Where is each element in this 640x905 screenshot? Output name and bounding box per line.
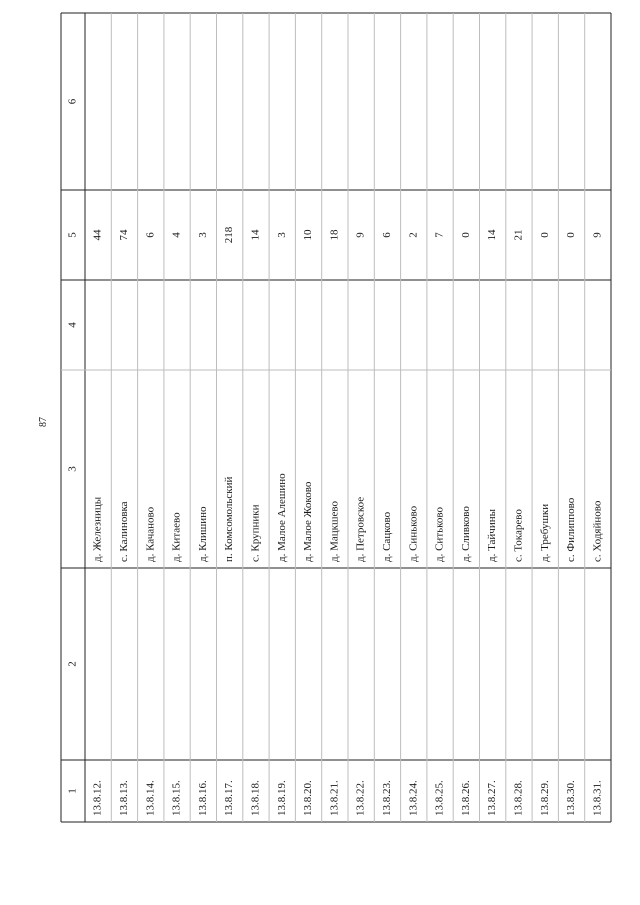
column-header-1: 1: [66, 788, 79, 794]
row-value: 21: [512, 229, 525, 241]
row-code: 13.8.27.: [486, 780, 499, 816]
row-code: 13.8.21.: [328, 780, 341, 816]
row-code: 13.8.26.: [459, 780, 472, 816]
row-name: д. Качаново: [144, 506, 157, 562]
row-code: 13.8.16.: [196, 780, 209, 816]
row-name: д. Ситьково: [433, 506, 446, 562]
row-name: с. Крупники: [249, 504, 262, 562]
row-value: 18: [328, 229, 341, 241]
row-name: д. Клишино: [196, 506, 209, 562]
row-code: 13.8.12.: [91, 780, 104, 816]
row-name: д. Тайчины: [486, 508, 499, 562]
column-header-4: 4: [66, 322, 79, 328]
row-value: 3: [196, 232, 209, 238]
row-name: д. Железницы: [91, 496, 104, 562]
row-value: 0: [459, 232, 472, 238]
row-value: 0: [565, 232, 578, 238]
column-header-6: 6: [66, 98, 79, 105]
row-name: д. Малое Жоково: [302, 481, 315, 562]
row-code: 13.8.29.: [538, 780, 551, 816]
row-code: 13.8.25.: [433, 780, 446, 816]
row-code: 13.8.13.: [117, 780, 130, 816]
row-code: 13.8.22.: [354, 780, 367, 816]
row-name: с. Калиновка: [117, 501, 130, 562]
column-header-5: 5: [66, 232, 79, 238]
row-value: 7: [433, 232, 446, 238]
column-header-2: 2: [66, 661, 79, 667]
row-code: 13.8.14.: [144, 780, 157, 816]
row-value: 6: [144, 232, 157, 238]
row-code: 13.8.18.: [249, 780, 262, 816]
row-code: 13.8.19.: [275, 780, 288, 816]
row-value: 14: [249, 229, 262, 241]
row-value: 74: [117, 229, 130, 241]
row-name: п. Комсомольский: [223, 476, 236, 562]
row-value: 218: [223, 226, 236, 244]
row-code: 13.8.31.: [591, 780, 604, 816]
row-code: 13.8.24.: [407, 780, 420, 816]
row-value: 9: [591, 232, 604, 238]
row-value: 6: [380, 232, 393, 238]
page-number: 87: [38, 417, 49, 427]
row-value: 3: [275, 232, 288, 238]
row-name: с. Ходяйново: [591, 500, 604, 562]
row-name: д. Китаево: [170, 512, 183, 562]
row-code: 13.8.23.: [380, 780, 393, 816]
row-value: 0: [538, 232, 551, 238]
row-code: 13.8.28.: [512, 780, 525, 816]
row-value: 10: [302, 229, 315, 241]
row-name: д. Петровское: [354, 496, 367, 562]
row-value: 4: [170, 232, 183, 238]
row-code: 13.8.15.: [170, 780, 183, 816]
row-value: 9: [354, 232, 367, 238]
column-header-3: 3: [66, 466, 79, 472]
row-name: с. Филиппово: [565, 497, 578, 562]
row-name: д. Требушки: [538, 503, 551, 562]
row-code: 13.8.20.: [302, 780, 315, 816]
row-name: с. Токарево: [512, 509, 525, 562]
row-name: д. Сливково: [459, 506, 472, 562]
row-code: 13.8.17.: [223, 780, 236, 816]
row-value: 44: [91, 229, 104, 241]
row-name: д. Сацково: [380, 511, 393, 562]
row-name: д. Синьково: [407, 505, 420, 562]
row-code: 13.8.30.: [565, 780, 578, 816]
row-name: д. Малое Алешино: [275, 473, 288, 562]
row-value: 14: [486, 229, 499, 241]
row-value: 2: [407, 232, 420, 238]
row-name: д. Мацкшево: [328, 501, 341, 562]
